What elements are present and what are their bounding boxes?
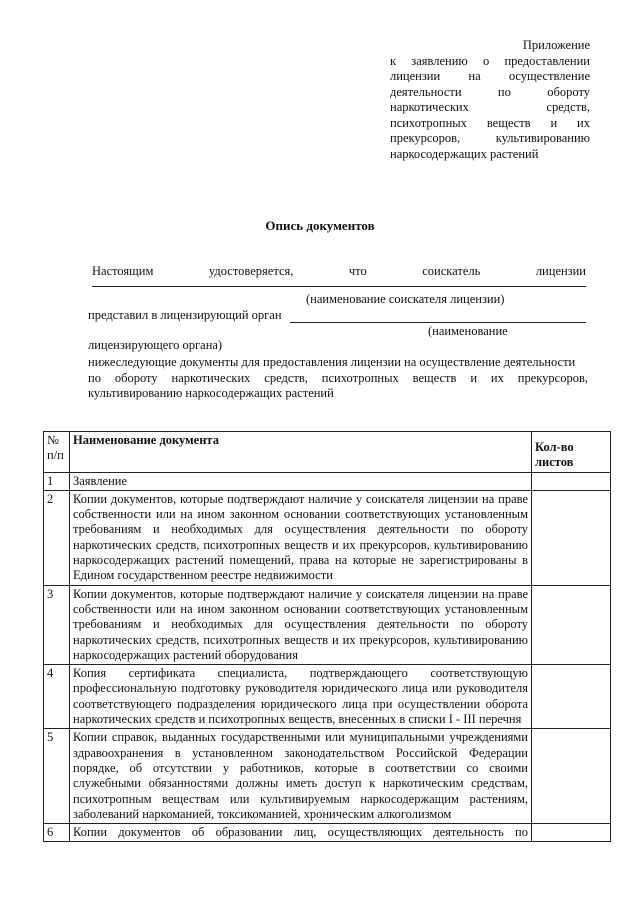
appendix-line: наркосодержащих растений [390,146,539,161]
table-row [44,665,611,729]
table-row [44,824,611,842]
table-row [44,729,611,824]
appendix-line: лицензии на осуществление [390,69,590,83]
authority-name-hint: (наименование [428,324,508,338]
applicant-name-hint: (наименование соискателя лицензии) [306,292,505,306]
table-row [44,490,611,585]
row-num: 5 [44,729,70,824]
header-count: Кол-во листов [532,432,611,473]
intro-line-2: представил в лицензирующий орган [88,308,282,322]
appendix-line: прекурсоров, культивированию [390,131,590,145]
row-text: Заявление [70,472,532,490]
applicant-name-line [92,286,586,287]
appendix-block [390,38,590,162]
row-text: Копии документов об образовании лиц, осуществляющих деятельность по [70,824,532,842]
row-num: 1 [44,472,70,490]
authority-name-hint-cont: лицензирующего органа) [88,338,223,352]
documents-table [43,431,611,842]
row-count [532,585,611,664]
row-num: 6 [44,824,70,842]
table-header-row [44,432,611,473]
authority-name-line [290,322,586,323]
row-count [532,490,611,585]
row-text: Копии документов, которые подтверждают наличие у соискателя лицензии на праве собственности или на ином законном основании соответствующих установленным требованиям и необходимых для осуществления деятельности по обороту наркотических средств, психотропных веществ и их прекурсоров, культивированию наркосодержащих растений оборудования [70,585,532,664]
header-name: Наименование документа [70,432,532,473]
row-text: Копии справок, выданных государственными или муниципальными учреждениями здравоохранения в установленном законодательством Российской Федерации порядке, об отсутствии у работников, которые в соответствии со своими служебными обязанностями должны иметь доступ к наркотическим средствам, психотропным веществам или культивируемым наркосодержащим растениям, заболеваний наркоманией, токсикоманией, хроническим алкоголизмом [70,729,532,824]
row-text: Копия сертификата специалиста, подтверждающего соответствующую профессиональную подготовку руководителя юридического лица или руководителя соответствующего подразделения юридического лица при осуществлении оборота наркотических средств и психотропных веществ, внесенных в списки I - III перечня [70,665,532,729]
row-count [532,472,611,490]
intro-line-3c: культивированию наркосодержащих растений [88,386,334,400]
row-text: Копии документов, которые подтверждают наличие у соискателя лицензии на праве собственности или на ином законном основании соответствующих установленным требованиям и необходимых для осуществления деятельности по обороту наркотических средств, психотропных веществ и их прекурсоров, культивированию наркосодержащих растений помещений, права на которые не зарегистрированы в Едином государственном реестре недвижимости [70,490,532,585]
row-num: 4 [44,665,70,729]
page-title: Опись документов [265,218,375,233]
appendix-line: наркотических средств, [390,100,590,114]
row-num: 3 [44,585,70,664]
intro-line-1: Настоящим удостоверяется, что соискатель лицензии [92,264,586,278]
table-row [44,472,611,490]
row-num: 2 [44,490,70,585]
row-count [532,665,611,729]
intro-line-3b: по обороту наркотических средств, психотропных веществ и их прекурсоров, [88,371,588,385]
appendix-line: деятельности по обороту [390,84,590,99]
appendix-line: к заявлению о предоставлении [390,53,590,68]
row-count [532,824,611,842]
intro-line-3a: нижеследующие документы для предоставления лицензии на осуществление деятельности [88,355,576,369]
appendix-line: психотропных веществ и их [390,115,590,130]
header-num: № п/п [44,432,70,473]
row-count [532,729,611,824]
table-row [44,585,611,664]
appendix-line: Приложение [522,38,590,52]
